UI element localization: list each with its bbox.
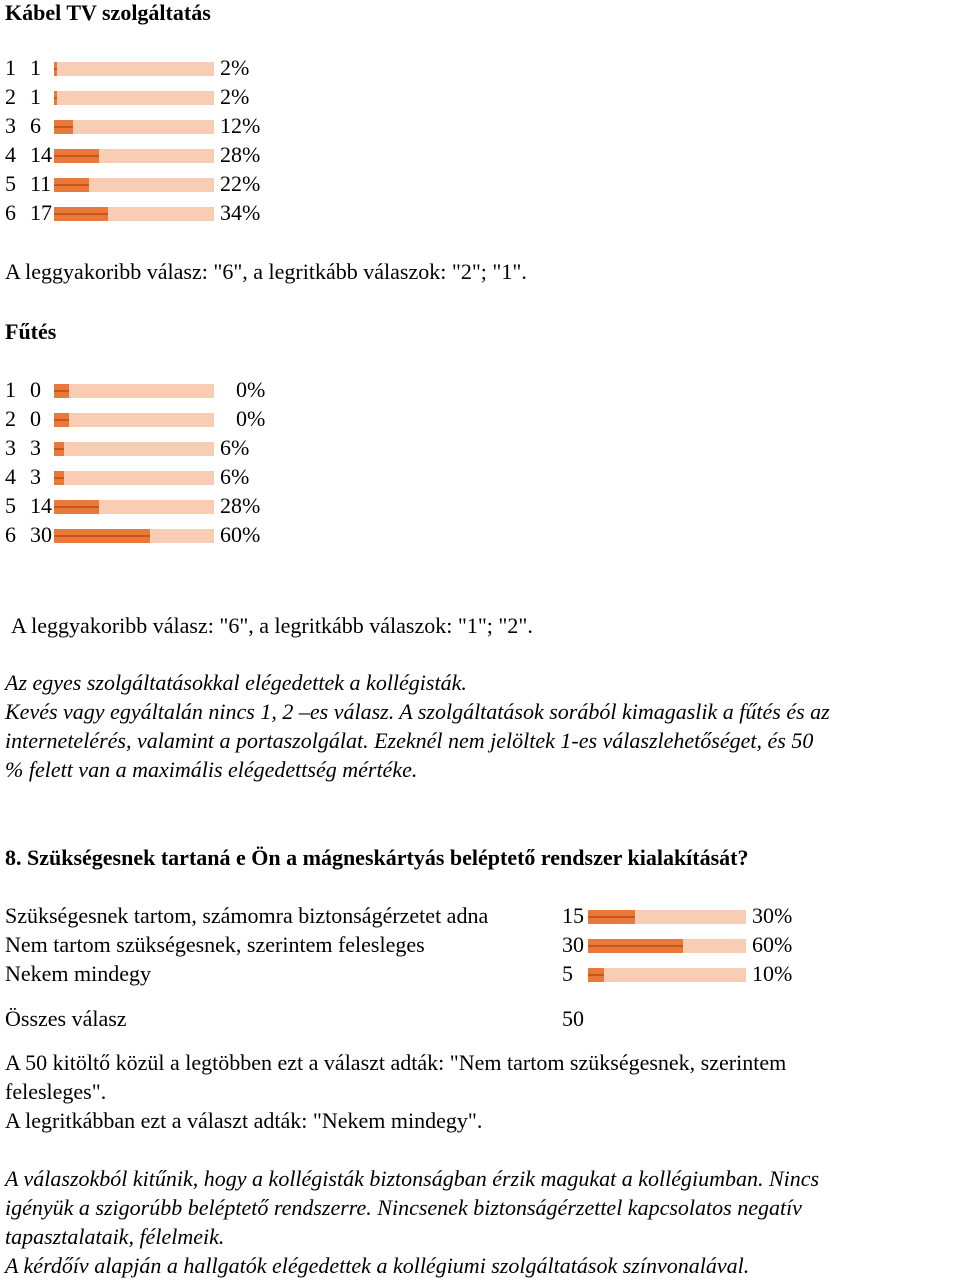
- commentary-2-line-4: A kérdőív alapján a hallgatók elégedettek a kollégiumi szolgáltatások színvonalával.: [5, 1253, 750, 1278]
- result-count: 11: [30, 171, 52, 196]
- result-bar-track: [54, 413, 214, 427]
- cable-tv-summary: A leggyakoribb válasz: "6", a legritkább válaszok: "2"; "1".: [5, 259, 527, 284]
- result-percent: 30%: [752, 903, 793, 928]
- result-bar-track: [588, 939, 746, 953]
- result-count: 15: [562, 903, 584, 928]
- result-bar-track: [54, 91, 214, 105]
- result-answer-label: 2: [5, 84, 16, 109]
- result-bar-track: [54, 62, 214, 76]
- result-count: 5: [562, 961, 573, 986]
- result-bar-track: [588, 910, 746, 924]
- result-percent: 22%: [220, 171, 261, 196]
- result-count: 6: [30, 113, 41, 138]
- result-bar-fill: [588, 968, 604, 982]
- result-bar-track: [54, 500, 214, 514]
- result-answer-label: 3: [5, 113, 16, 138]
- result-bar-fill: [54, 207, 108, 221]
- result-percent: 0%: [236, 406, 266, 431]
- result-percent: 0%: [236, 377, 266, 402]
- result-percent: 10%: [752, 961, 793, 986]
- result-bar-fill: [54, 178, 89, 192]
- result-answer-label: 6: [5, 200, 16, 225]
- question-8-summary-line-2: felesleges".: [5, 1079, 107, 1104]
- heating-summary: A leggyakoribb válasz: "6", a legritkább válaszok: "1"; "2".: [11, 613, 533, 638]
- commentary-1-line-4: % felett van a maximális elégedettség mértéke.: [5, 757, 418, 782]
- result-answer-label: 1: [5, 377, 16, 402]
- result-percent: 6%: [220, 464, 250, 489]
- result-bar-track: [54, 384, 214, 398]
- result-answer-label: 6: [5, 522, 16, 547]
- result-count: 0: [30, 406, 41, 431]
- result-bar-track: [588, 968, 746, 982]
- result-bar-track: [54, 442, 214, 456]
- result-count: 3: [30, 435, 41, 460]
- result-bar-fill: [54, 442, 64, 456]
- result-answer-label: 2: [5, 406, 16, 431]
- result-count: 17: [30, 200, 52, 225]
- result-percent: 60%: [752, 932, 793, 957]
- commentary-2-line-1: A válaszokból kitűnik, hogy a kollégisták biztonságban érzik magukat a kollégiumban. Nincs: [5, 1166, 820, 1191]
- result-count: 3: [30, 464, 41, 489]
- commentary-1-line-3: internetelérés, valamint a portaszolgálat. Ezeknél nem jelöltek 1-es válaszlehetőséget, és 50: [5, 728, 814, 753]
- result-percent: 60%: [220, 522, 261, 547]
- result-bar-fill: [54, 529, 150, 543]
- question-8-summary-line-1: A 50 kitöltő közül a legtöbben ezt a választ adták: "Nem tartom szükségesnek, szerintem: [5, 1050, 787, 1075]
- result-bar-track: [54, 471, 214, 485]
- result-bar-fill: [54, 149, 99, 163]
- result-percent: 2%: [220, 55, 250, 80]
- result-bar-track: [54, 149, 214, 163]
- total-answers-label: Összes válasz: [5, 1006, 127, 1031]
- result-answer-label: Nekem mindegy: [5, 961, 152, 986]
- result-bar-track: [54, 207, 214, 221]
- result-bar-fill: [54, 500, 99, 514]
- result-answer-label: 4: [5, 142, 16, 167]
- result-percent: 2%: [220, 84, 250, 109]
- question-8-summary-line-3: A legritkábban ezt a választ adták: "Nekem mindegy".: [5, 1108, 483, 1133]
- result-answer-label: 3: [5, 435, 16, 460]
- result-answer-label: 5: [5, 171, 16, 196]
- result-percent: 28%: [220, 493, 261, 518]
- result-count: 30: [30, 522, 52, 547]
- result-answer-label: Nem tartom szükségesnek, szerintem felesleges: [5, 932, 425, 957]
- commentary-2-line-2: igényük a szigorúbb beléptető rendszerre. Nincsenek biztonságérzettel kapcsolatos negatív: [5, 1195, 802, 1220]
- result-bar-track: [54, 178, 214, 192]
- result-bar-track: [54, 529, 214, 543]
- result-bar-fill: [54, 62, 57, 76]
- result-bar-fill: [54, 120, 73, 134]
- result-count: 0: [30, 377, 41, 402]
- result-bar-fill: [588, 939, 683, 953]
- result-count: 14: [30, 493, 52, 518]
- result-bar-fill: [54, 413, 69, 427]
- commentary-1-line-1: Az egyes szolgáltatásokkal elégedettek a kollégisták.: [5, 670, 467, 695]
- section-title-cable-tv: Kábel TV szolgáltatás: [5, 0, 211, 25]
- question-8-title: 8. Szükségesnek tartaná e Ön a mágneskártyás beléptető rendszer kialakítását?: [5, 845, 749, 870]
- result-bar-fill: [54, 91, 57, 105]
- commentary-2-line-3: tapasztalataik, félelmeik.: [5, 1224, 225, 1249]
- result-answer-label: 5: [5, 493, 16, 518]
- result-count: 14: [30, 142, 52, 167]
- result-count: 30: [562, 932, 584, 957]
- total-answers-value: 50: [562, 1006, 584, 1031]
- result-bar-track: [54, 120, 214, 134]
- result-count: 1: [30, 55, 41, 80]
- result-percent: 34%: [220, 200, 261, 225]
- result-answer-label: 1: [5, 55, 16, 80]
- result-bar-fill: [54, 471, 64, 485]
- result-count: 1: [30, 84, 41, 109]
- result-percent: 28%: [220, 142, 261, 167]
- commentary-1-line-2: Kevés vagy egyáltalán nincs 1, 2 –es válasz. A szolgáltatások sorából kimagaslik a fűtés és az: [5, 699, 830, 724]
- section-title-heating: Fűtés: [5, 319, 57, 344]
- result-percent: 6%: [220, 435, 250, 460]
- result-bar-fill: [54, 384, 69, 398]
- result-answer-label: 4: [5, 464, 16, 489]
- result-percent: 12%: [220, 113, 261, 138]
- result-bar-fill: [588, 910, 635, 924]
- result-answer-label: Szükségesnek tartom, számomra biztonságérzetet adna: [5, 903, 489, 928]
